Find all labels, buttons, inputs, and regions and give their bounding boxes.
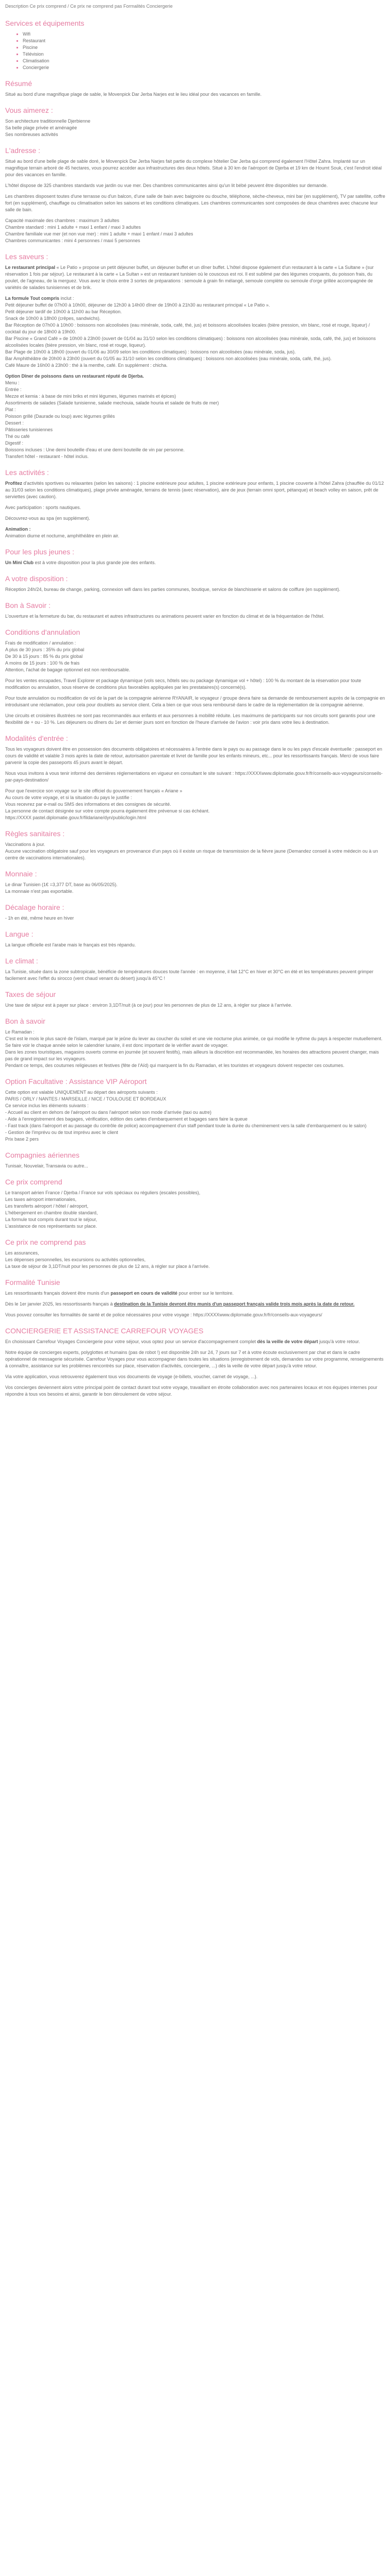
modalites-p1: Tous les voyageurs doivent être en possession des documents obligatoires et nécessaires à l'entrée dans le pays ou au passage dans le ou les pays d'escale éventuelle : passeport en cours de validité et valable 3 mois après la date de retour, autorisation parentale et livret de famille pour les enfants mineurs, etc... pour les ressortissants français. Merci de vous faire parvenir la copie des passeports 45 jours avant le départ. [5, 747, 382, 765]
disposition-title: A votre disposition : [5, 574, 68, 583]
activites-title: Les activités : [5, 468, 49, 477]
conciergerie-p4: Vos concierges deviennent alors votre principal point de contact durant tout votre voyage, travaillant en étroite collaboration avec nos partenaires locaux et nos équipes internes pour répondre à tous vos besoins et ainsi, garantir le bon déroulement de votre séjour. [5, 1385, 378, 1397]
modalites-section [5, 734, 386, 821]
annulation-p2: Pour les ventes escapades, Travel Explorer et package dynamique (vols secs, hôtels seu ou package dynamique vol + hôtel) : 100 % du montant de la réservation pour toute modification ou annulation, sous réserve de conditions plus favorables appliquées par les prestataires(s) concerné(s). [5, 678, 362, 690]
conciergerie-section [5, 1327, 386, 1398]
annulation-title: Conditions d'annulation [5, 628, 80, 636]
saveurs-dinner: Option Dîner de poissons dans un restaurant réputé de Djerba. Menu : Entrée : Mezze et kemia : à base de mini briks et mini légumes, légumes marinés et épices) Assortiments de salades (Salade tunisienne, salade mechouia, salade houria et salade de fruits de mer) Plat : Poisson grillé (Daurade ou loup) avec légumes grillés Dessert : Pâtisseries tunisiennes Thé ou café Digestif : Boissons incluses : Une demi bouteille d'eau et une demi bouteille de vin par personne. Transfert hôtel - restaurant - hôtel inclus. [5, 374, 219, 459]
resume-text: Situé au bord d'une magnifique plage de sable, le Movenpick Dar Jerba Narjes est le lieu idéal pour des vacances en famille. [5, 92, 262, 97]
compagnies-section [5, 1151, 386, 1170]
annulation-p4: Une circuits et croisières illustrées ne sont pas recommandés aux enfants et aux personnes à mobilité réduite. Les maximums de participants sur nos circuits sont garantis pour une flexibilité de + ou - 10 %. Les déjeuners ou dîners du 1er et dernier jours sont en fonction de l'heure d'arrivée de l'avion : voir prix dans votre lieu à destination. [5, 713, 376, 725]
formalite-title: Formalité Tunisie [5, 1278, 60, 1286]
activites-p1: Profitez d'activités sportives ou relaxantes (selon les saisons) : 1 piscine extérieure pour adultes, 1 piscine extérieure pour enfants, 1 piscine couverte à l'hôtel Zahra (chauffée du 01/12 au 31/03 selon les conditions climatiques), plage privée aménagée, terrains de tennis (avec réservation), aire de jeux (terrain omni sport, pétanque) et beach volley en saison, prêt de serviettes (avec caution). [5, 481, 384, 499]
disposition-text: Réception 24h/24, bureau de change, parking, connexion wifi dans les parties communes, boutique, service de blanchisserie et salons de coiffure (en supplément). [5, 587, 340, 592]
services-title: Services et équipements [5, 19, 85, 27]
service-item: ▪ Conciergerie [23, 64, 386, 71]
langue-title: Langue : [5, 930, 34, 938]
activites-p2: Avec participation : sports nautiques. [5, 505, 81, 510]
horaire-title: Décalage horaire : [5, 903, 64, 911]
savoir2-section [5, 1017, 386, 1069]
sanitaires-section [5, 829, 386, 861]
activites-section [5, 468, 386, 566]
service-item: ▪ Restaurant [23, 38, 386, 44]
activites-animation: Animation : Animation diurne et nocturne, amphithéâtre en plein air. [5, 527, 120, 538]
activites-p3: Découvrez-vous au spa (en supplément). [5, 516, 90, 521]
formalite-p1: Les ressortissants français doivent être munis d'un passeport en cours de validité pour entrer sur le territoire. [5, 1291, 234, 1296]
compagnies-title: Compagnies aériennes [5, 1151, 79, 1159]
savoir1-title: Bon à Savoir : [5, 601, 51, 609]
formalite-p2: Dès le 1er janvier 2025, les ressortissants français à destination de la Tunisie devront être munis d'un passeport français valide trois mois après la date de retour. [5, 1301, 355, 1307]
climat-title: Le climat : [5, 957, 38, 965]
monnaie-section [5, 870, 386, 895]
comprend-title: Ce prix comprend [5, 1178, 62, 1186]
resume-section [5, 79, 386, 98]
modalites-title: Modalités d'entrée : [5, 734, 68, 742]
compagnies-text: Tunisair, Nouvelair, Transavia ou autre... [5, 1163, 88, 1168]
kids-text: Un Mini Club est à votre disposition pour la plus grande joie des enfants. [5, 560, 156, 565]
service-item: ▪ Climatisation [23, 58, 386, 64]
sanitaires-title: Règles sanitaires : [5, 829, 65, 838]
monnaie-title: Monnaie : [5, 870, 37, 878]
assistance-section [5, 1077, 386, 1143]
langue-text: La langue officielle est l'arabe mais le français est très répandu. [5, 942, 136, 947]
savoir2-title: Bon à savoir [5, 1017, 45, 1025]
annulation-section [5, 628, 386, 726]
adresse-p4: Capacité maximale des chambres : maximum 3 adultes Chambre standard : mini 1 adulte + maxi 1 enfant / maxi 3 adultes Chambre familiale vue mer (et non vue mer) : mini 1 adulte + maxi 1 enfant / maxi 3 adultes Chambres communicantes : mini 4 personnes / maxi 5 personnes [5, 218, 193, 243]
necomprend-title: Ce prix ne comprend pas [5, 1238, 86, 1246]
annulation-lines: Frais de modification / annulation : A plus de 30 jours : 35% du prix global De 30 à 15 jours : 85 % du prix global A moins de 15 jours : 100 % de frais Attention, l'achat de bagage optionnel est non remboursable. [5, 640, 131, 672]
adresse-p3: Les chambres disposent toutes d'une terrasse ou d'un balcon, d'une salle de bain avec baignoire ou douche, téléphone, sèche-cheveux, mini bar (en supplément), TV par satellite, coffre fort (en supplément), chauffage ou climatisation selon les saisons et les conditions climatiques. Les chambres communicantes sont composées de deux chambres avec chacune leur salle de bain. [5, 194, 385, 212]
service-item: ▪ Piscine [23, 44, 386, 51]
savoir1-section [5, 601, 386, 620]
modalites-p3: Pour que l'exercice son voyage sur le site officiel du gouvernement français « Ariane » Au cours de votre voyage, et si la situation du pays le justifie : Vous recevrez par e-mail ou SMS des informations et des consignes de sécurité. La personne de contact désignée sur votre compte pourra également être prévenue si cas échéant. https://XXXX pastel.diplomatie.gouv.fr/fildariane/dyn/public/login.html [5, 788, 210, 820]
adresse-section [5, 146, 386, 244]
langue-section [5, 930, 386, 948]
comprend-lines: Le transport aérien France / Djerba / France sur vols spéciaux ou réguliers (escales possibles), Les taxes aéroport internationales, Les transferts aéroport / hôtel / aéroport, L'hébergement en chambre double standard, La formule tout compris durant tout le séjour, L'assistance de nos représentants sur place. [5, 1190, 201, 1229]
breadcrumb[interactable]: Description Ce prix comprend / Ce prix ne comprend pas Formalités Conciergerie [5, 4, 173, 9]
aimerez-section [5, 106, 386, 138]
kids-title: Pour les plus jeunes : [5, 548, 74, 556]
comprend-section [5, 1178, 386, 1230]
necomprend-section [5, 1238, 386, 1270]
climat-text: La Tunisie, située dans la zone subtropicale, bénéficie de températures douces toute l'année : en moyenne, il fait 12°C en hiver et 30°C en été et les températures peuvent grimper facilement avec l'effet du sirocco (vent chaud venant du désert) jusqu'à 45°C ! [5, 969, 373, 981]
conciergerie-title: CONCIERGERIE ET ASSISTANCE CARREFOUR VOYAGES [5, 1327, 204, 1335]
conciergerie-p1: En choisissant Carrefour Voyages Conciergerie pour votre séjour, vous optez pour un service d'accompagnement complet dès la veille de votre départ jusqu'à votre retour. [5, 1339, 360, 1344]
sanitaires-lines: Vaccinations à jour. Aucune vaccination obligatoire sauf pour les voyageurs en provenance d'un pays où il existe un risque de transmission de la fièvre jaune (Demandez conseil à votre médecin ou à un centre de vaccinations internationales). [5, 842, 378, 860]
adresse-p1: Situé au bord d'une belle plage de sable doré, le Movenpick Dar Jerba Narjes fait partie du complexe hôtelier Dar Jerba qui comprend également l'Hôtel Zahra. Implanté sur un magnifique terrain arboré de 45 hectares, vous pourrez accéder aux infrastructures des deux hôtels. Situé à 30 km de l'aéroport de Djerba et 19 km de Houmt Souk, c'est l'endroit idéal pour des vacances en famille. [5, 159, 382, 177]
aimerez-title: Vous aimerez : [5, 106, 53, 114]
modalites-p2[interactable]: Nous vous invitons à vous tenir informé des dernières réglementations en vigueur en consultant le site suivant : https://XXXXwww.diplomatie.gouv.fr/fr/conseils-aux-voyageurs/conseils-par-pays-destination/ [5, 771, 383, 783]
adresse-title: L'adresse : [5, 146, 41, 155]
disposition-section [5, 574, 386, 593]
monnaie-lines: Le dinar Tunisien (1€ =3,377 DT, base au 06/05/2025). La monnaie n'est pas exportable. [5, 882, 118, 894]
climat-section [5, 957, 386, 982]
formalite-p3[interactable]: Vous pouvez consulter les formalités de santé et de police nécessaires pour votre voyage : https://XXXXwww.diplomatie.gouv.fr/fr/conseils-aux-voyageurs/ [5, 1312, 322, 1317]
annulation-p3: Pour toute annulation ou modification de vol de la part de la compagnie aérienne RYANAIR, le voyageur / groupe devra faire sa demande de remboursement auprès de la compagnie en introduisant une réclamation, pour cela pour doublets au service client. Cela a bien ce que vous sera remboursé dans le cadre de la réglementation de la compagnie aérienne. [5, 696, 385, 707]
assistance-title: Option Facultative : Assistance VIP Aéroport [5, 1077, 147, 1086]
taxes-section [5, 990, 386, 1009]
savoir2-lines: Le Ramadan : C'est est le mois le plus sacré de l'islam, marqué par le jeûne du lever au coucher du soleil et une vie nocturne plus animée, ce qui modifie le rythme du pays à respecter mutuellement. Se faire voir le chaque année selon le calendrier lunaire, il est donc important de le vérifier avant de voyager. Dans les zones touristiques, magasins ouverts comme en journée (et souvent festifs), mais ailleurs la discrétion est recommandée, les horaires des attractions peuvent changer, mais pas de grand impact sur les voyageurs. Pendant ce temps, des coutumes religieuses et festives (fête de l'Aïd) qui marquent la fin du Ramadan, et les touristes et voyageurs doivent respecter ces coutumes. [5, 1029, 383, 1068]
aimerez-lines: Son architecture traditionnelle Djerbienne Sa belle plage privée et aménagée Ses nombreuses activités [5, 118, 91, 137]
formalite-section [5, 1278, 386, 1318]
services-section [5, 19, 386, 71]
saveurs-formule: La formule Tout compris inclut : Petit déjeuner buffet de 07h00 à 10h00, déjeuner de 12h30 à 14h00 dîner de 19h00 à 21h30 au restaurant principal « Le Patio ». Petit déjeuner tardif de 10h00 à 11h00 au bar Réception. Snack de 10h00 à 18h00 (crêpes, sandwichs). Bar Réception de 07h00 à 10h00 : boissons non alcoolisées (eau minérale, soda, café, thé, jus) et boissons alcoolisées locales (bière pression, vin blanc, rosé et rouge, liqueur) / cocktail du jour de 18h00 à 19h00. Bar Piscine « Grand Café » de 10h00 à 23h00 (ouvert de 01/04 au 31/10 selon les conditions climatiques) : boissons non alcoolisées (eau minérale, soda, café, thé, jus) et boissons alcoolisées locales (bière pression, vin blanc, rosé et rouge, liqueur). Bar Plage de 10h00 à 18h00 (ouvert du 01/06 au 30/09 selon les conditions climatiques) : boissons non alcoolisées (eau minérale, soda, jus). Bar Amphithéâtre de 20h00 à 23h00 (ouvert du 01/05 au 31/10 selon les conditions climatiques) : boissons non alcoolisées (eau minérale, soda, café, thé, jus). Café Maure de 16h00 à 23h00 : thé à la menthe, café. En supplément : chicha. [5, 296, 376, 368]
conciergerie-p2: Notre équipe de concierges experts, polyglottes et humains (pas de robot !) est disponible 24h sur 24, 7 jours sur 7 et à votre écoute exclusivement par chat et dans le cadre opérationnel de messagerie sécurisée. Carrefour Voyages pour vous accompagner dans toutes les situations (enregistrement de vols, demandes sur votre programme, renseignements à connaître, assistance sur les problèmes rencontrés sur place, réservation d'activités, conciergerie, ...) dès la veille de votre départ jusqu'à votre retour. [5, 1350, 384, 1368]
saveurs-title: Les saveurs : [5, 252, 48, 261]
conciergerie-p3: Via votre application, vous retrouverez également tous vos documents de voyage (e-billets, voucher, carnet de voyage, ...). [5, 1374, 258, 1379]
necomprend-lines: Les assurances, Les dépenses personnelles, les excursions ou activités optionnelles, La taxe de séjour de 3,1DT/nuit pour les personnes de plus de 12 ans, à régler sur place à l'arrivée. [5, 1250, 210, 1269]
adresse-p2: L'hôtel dispose de 325 chambres standards vue jardin ou vue mer. Des chambres communicantes ainsi qu'un lit bébé peuvent être disponibles sur demande. [5, 183, 328, 188]
savoir1-text: L'ouverture et la fermeture du bar, du restaurant et autres infrastructures ou animations peuvent varier en fonction du climat et de la fréquentation de l'hôtel. [5, 614, 324, 619]
horaire-text: - 1h en été, même heure en hiver [5, 916, 74, 921]
service-item: ▪ Télévision [23, 51, 386, 58]
services-list [5, 31, 386, 71]
assistance-lines: Cette option est valable UNIQUEMENT au départ des aéroports suivants : PARIS / ORLY / NANTES / MARSEILLE / NICE / TOULOUSE ET BORDEAUX Ce service inclus les éléments suivants : - Accueil au client en dehors de l'aéroport ou dans l'aéroport selon son mode d'arrivée (taxi ou autre) - Aide à l'enregistrement des bagages, vérification, édition des cartes d'embarquement et bagages sans faire la queue - Fast track (dans l'aéroport et au passage du contrôle de police) accompagnement d'un staff pendant toute la durée du cheminement vers la salle d'embarquement ou le salon) - Gestion de l'imprévu ou de tout imprévu avec le client Prix base 2 pers [5, 1090, 367, 1142]
service-item: ▪ Wifi [23, 31, 386, 38]
saveurs-section [5, 252, 386, 460]
horaire-section [5, 903, 386, 922]
taxes-text: Une taxe de séjour est à payer sur place : environ 3,1DT/nuit (à ce jour) pour les personnes de plus de 12 ans, à régler sur place à l'arrivée. [5, 1003, 292, 1008]
saveurs-lead: Le restaurant principal « Le Patio » propose un petit déjeuner buffet, un déjeuner buffet et un dîner buffet. L'hôtel dispose également d'un restaurant à la carte « La Sultane » (sur réservation 1 fois par séjour). Le restaurant à la carte « La Sultan » est un restaurant tunisien où le couscous est roi. Il est sublimé par des légumes croquants, du poisson frais, du poulet, de l'agneau, de la merguez. Vous avez le choix entre 3 sortes de préparations : semoule à grain fin mélangé, semoule complète ou semoule d'orge grillée accompagnée de variétés de salades tunisiennes et de brik. [5, 265, 374, 290]
resume-title: Résumé [5, 79, 32, 88]
taxes-title: Taxes de séjour [5, 990, 56, 998]
